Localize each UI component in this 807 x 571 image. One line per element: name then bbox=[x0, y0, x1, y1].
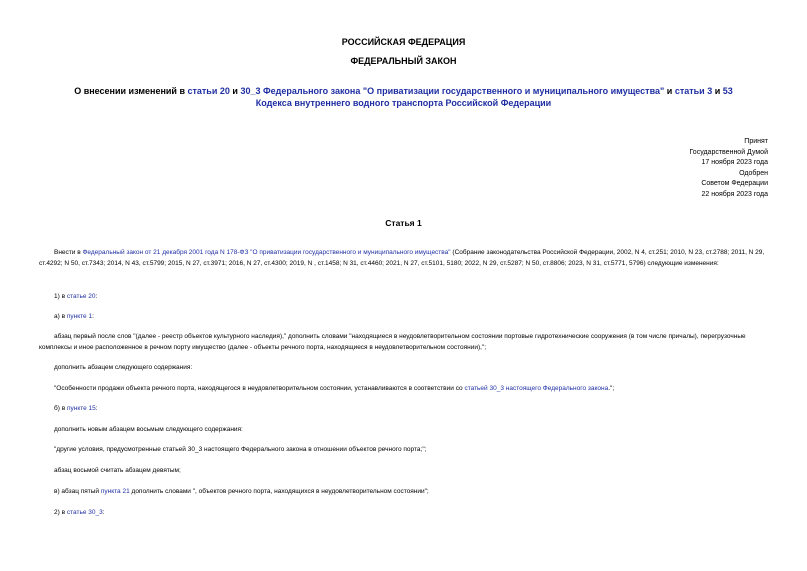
paragraph-quote bbox=[39, 383, 769, 394]
paragraph-text: "Особенности продажи объекта речного порта, находящегося в неудовлетворительном состоянии, устанавливаются в соответствии со bbox=[54, 385, 465, 392]
link-point-21[interactable]: пункта 21 bbox=[100, 488, 130, 495]
paragraph-text: ."; bbox=[608, 385, 615, 392]
subject-text-4: и bbox=[712, 86, 723, 96]
paragraph-text: : bbox=[102, 509, 105, 516]
paragraph-text: 1) в bbox=[54, 293, 67, 300]
link-point-1[interactable]: пункте 1 bbox=[66, 313, 93, 320]
subject-text-3: и bbox=[664, 86, 675, 96]
link-federal-law-178[interactable]: Федеральный закон от 21 декабря 2001 года N 178-ФЗ "О приватизации государственного и муниципального имущества" bbox=[82, 249, 451, 256]
paragraph-text-block bbox=[39, 362, 769, 373]
adoption-line: Советом Федерации bbox=[701, 180, 768, 188]
law-type-heading: ФЕДЕРАЛЬНЫЙ ЗАКОН bbox=[350, 56, 457, 66]
link-point-15[interactable]: пункте 15 bbox=[66, 405, 96, 412]
link-article-3[interactable]: статьи 3 bbox=[674, 86, 713, 96]
link-article-30-3-ref[interactable]: статьей 30_3 настоящего Федерального закона bbox=[464, 385, 609, 392]
adoption-line: 22 ноября 2023 года bbox=[701, 190, 768, 198]
adoption-line: 17 ноября 2023 года bbox=[701, 159, 768, 167]
paragraph-intro bbox=[39, 247, 769, 269]
paragraph-item-2 bbox=[39, 507, 769, 518]
paragraph-text: б) в bbox=[54, 405, 67, 412]
paragraph-text: а) в bbox=[54, 313, 67, 320]
paragraph-text-block bbox=[39, 465, 769, 476]
link-article-53-code[interactable]: 53 Кодекса внутреннего водного транспорта Российской Федерации bbox=[255, 86, 733, 108]
adoption-line: Одобрен bbox=[739, 169, 768, 177]
link-article-20-ref[interactable]: статье 20 bbox=[66, 293, 96, 300]
link-article-20[interactable]: статьи 20 bbox=[187, 86, 230, 96]
link-article-30-3-item[interactable]: статье 30_3 bbox=[66, 509, 103, 516]
paragraph-item-1 bbox=[39, 291, 769, 302]
article-title: Статья 1 bbox=[385, 218, 422, 228]
paragraph-text: дополнить словами ", объектов речного порта, находящихся в неудовлетворительном состоянии"; bbox=[129, 488, 429, 495]
paragraph-text-block bbox=[39, 331, 769, 353]
paragraph-text: : bbox=[95, 293, 98, 300]
country-heading: РОССИЙСКАЯ ФЕДЕРАЦИЯ bbox=[341, 37, 466, 47]
subject-text-2: и bbox=[229, 86, 241, 96]
subject-text-1: О внесении изменений в bbox=[74, 86, 188, 96]
paragraph-text: в) абзац пятый bbox=[54, 488, 101, 495]
paragraph-item-b bbox=[39, 403, 769, 414]
paragraph-text: абзац восьмой считать абзацем девятым; bbox=[54, 467, 181, 474]
paragraph-text: "другие условия, предусмотренные статьей 30_3 настоящего Федерального закона в отношении объектов речного порта;"; bbox=[54, 446, 427, 453]
paragraph-text: абзац первый после слов "(далее - реестр объектов культурного наследия)," дополнить словами "находящиеся в неудовлетворительном состоянии портовые гидротехнические сооружения (в том числе причалы), перегрузочные комплексы и иное расположенное в речном порту имущество (далее - объекты речного порта, находящиеся в неудовлетворительном состоянии),"; bbox=[39, 333, 746, 351]
paragraph-item-v bbox=[39, 486, 769, 497]
adoption-line: Государственной Думой bbox=[689, 148, 768, 156]
paragraph-text: дополнить новым абзацем восьмым следующего содержания: bbox=[54, 426, 243, 433]
paragraph-item-a bbox=[39, 311, 769, 322]
paragraph-text: (Собрание законодательства Российской Федерации, 2002, N 4, ст.251; 2010, N 23, ст.2788; 2011, N 29, ст.4292; N 50, ст.7343; 2014, N 43, ст.5799; 2015, N 27, ст.3971; 2016, N 27, ст.4300; 2019, N , ст.1458; N 31, ст.4460; 2021, N 27, ст.5101, 5180; 2022, N 29, ст.5287; N 50, ст.8806; 2023, N 31, ст.5771, 5796) следующие изменения: bbox=[39, 249, 765, 267]
adoption-block bbox=[568, 137, 768, 201]
paragraph-text: 2) в bbox=[54, 509, 67, 516]
paragraph-text: : bbox=[92, 313, 94, 320]
link-article-30-3[interactable]: 30_3 Федерального закона "О приватизации государственного и муниципального имущества" bbox=[240, 86, 665, 96]
paragraph-quote bbox=[39, 444, 769, 455]
paragraph-text: : bbox=[95, 405, 98, 412]
paragraph-text: дополнить абзацем следующего содержания: bbox=[54, 364, 193, 371]
adoption-line: Принят bbox=[744, 138, 768, 145]
law-subject-title bbox=[55, 85, 752, 109]
paragraph-text-block bbox=[39, 424, 769, 435]
paragraph-text: Внести в bbox=[54, 249, 83, 256]
